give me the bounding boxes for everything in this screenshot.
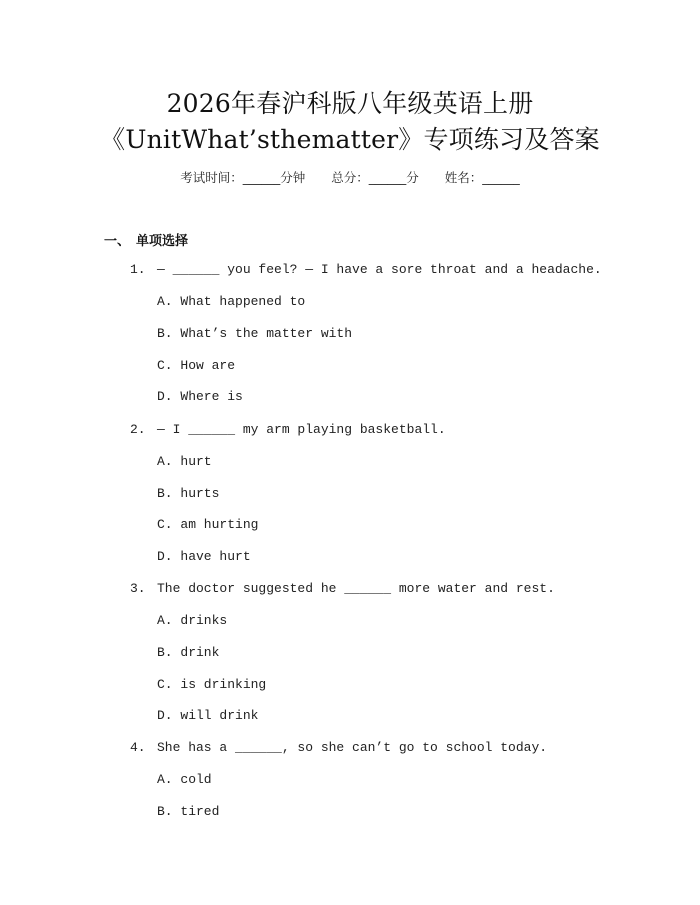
question-3 <box>130 581 555 596</box>
option-2d: D. have hurt <box>157 549 251 564</box>
question-number: 3. <box>130 581 146 596</box>
option-3b: B. drink <box>157 645 220 660</box>
question-stem: She has a ______, so she can’t go to school today. <box>157 740 548 755</box>
option-3d: D. will drink <box>157 708 259 723</box>
question-number: 2. <box>130 422 146 437</box>
option-4a: A. cold <box>157 772 212 787</box>
section-heading <box>104 230 188 249</box>
option-2c: C. am hurting <box>157 517 259 532</box>
option-3c: C. is drinking <box>157 677 267 692</box>
question-number: 1. <box>130 262 146 277</box>
document-subtitle: 《UnitWhat’sthematter》专项练习及答案 <box>100 125 600 154</box>
option-1c: C. How are <box>157 358 236 373</box>
option-1a: A. What happened to <box>157 294 306 309</box>
option-3a: A. drinks <box>157 613 228 628</box>
option-2a: A. hurt <box>157 454 212 469</box>
option-2b: B. hurts <box>157 486 220 501</box>
option-4b: B. tired <box>157 804 220 819</box>
exam-info-line <box>0 168 700 186</box>
question-number: 4. <box>130 740 146 755</box>
question-stem: — ______ you feel? — I have a sore throat and a headache. <box>157 262 602 277</box>
question-1 <box>130 262 602 277</box>
question-4 <box>130 740 547 755</box>
question-stem: The doctor suggested he ______ more water and rest. <box>157 581 555 596</box>
question-stem: — I ______ my arm playing basketball. <box>157 422 446 437</box>
option-1b: B. What’s the matter with <box>157 326 353 341</box>
section-title: 单项选择 <box>136 234 189 249</box>
question-2 <box>130 422 446 437</box>
document-title: 2026年春沪科版八年级英语上册 <box>166 89 534 118</box>
section-number: 一、 <box>104 234 131 249</box>
student-name-field: 姓名：______ <box>444 170 520 185</box>
option-1d: D. Where is <box>157 389 243 404</box>
total-score-field: 总分：______分 <box>331 170 419 185</box>
exam-time-field: 考试时间：______分钟 <box>180 170 306 185</box>
